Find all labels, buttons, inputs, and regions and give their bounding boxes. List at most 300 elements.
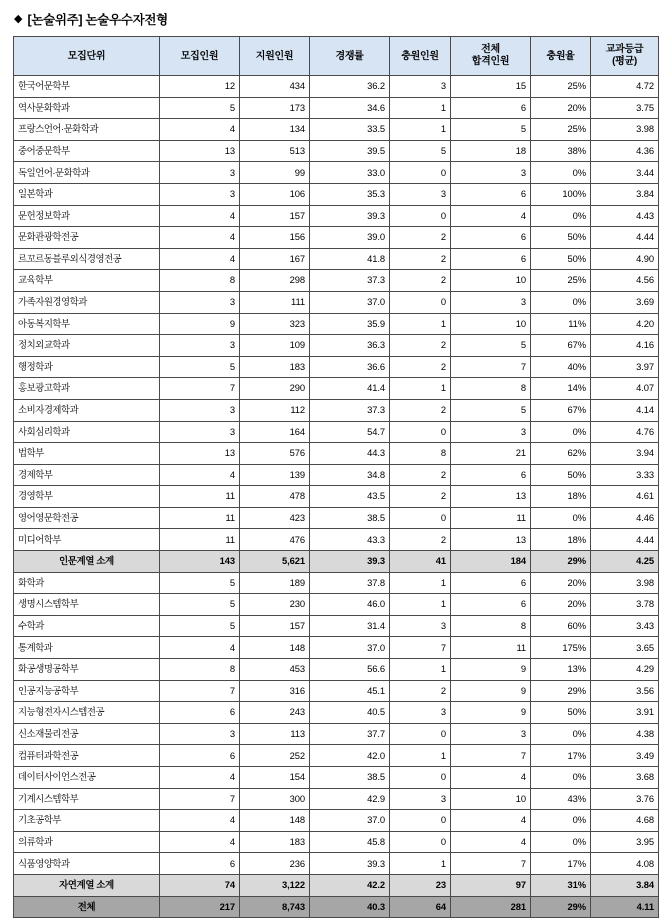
cell-competition: 36.2 (310, 76, 390, 98)
table-row (14, 615, 659, 637)
cell-applicants: 148 (240, 637, 310, 659)
cell-fill-count: 2 (390, 227, 451, 249)
cell-unit: 경영학부 (14, 486, 160, 508)
cell-fill-rate: 25% (531, 270, 591, 292)
table-row (14, 291, 659, 313)
cell-capacity: 3 (160, 723, 240, 745)
table-row (14, 767, 659, 789)
cell-fill-rate: 100% (531, 183, 591, 205)
cell-unit: 문화관광학전공 (14, 227, 160, 249)
cell-unit: 컴퓨터과학전공 (14, 745, 160, 767)
table-row (14, 378, 659, 400)
cell-applicants: 164 (240, 421, 310, 443)
cell-competition: 37.8 (310, 572, 390, 594)
cell-grade: 4.07 (591, 378, 659, 400)
cell-competition: 36.6 (310, 356, 390, 378)
cell-grade: 4.25 (591, 551, 659, 573)
cell-applicants: 513 (240, 140, 310, 162)
cell-competition: 42.0 (310, 745, 390, 767)
cell-fill-count: 41 (390, 551, 451, 573)
cell-competition: 39.5 (310, 140, 390, 162)
cell-unit: 기초공학부 (14, 810, 160, 832)
cell-grade: 3.44 (591, 162, 659, 184)
cell-applicants: 112 (240, 399, 310, 421)
table-row (14, 464, 659, 486)
cell-fill-count: 3 (390, 615, 451, 637)
cell-applicants: 453 (240, 659, 310, 681)
page-title (0, 0, 670, 36)
cell-fill-rate: 17% (531, 745, 591, 767)
cell-total-pass: 21 (451, 443, 531, 465)
column-header-unit: 모집단위 (14, 37, 160, 76)
cell-competition: 45.8 (310, 831, 390, 853)
table-row (14, 680, 659, 702)
cell-fill-count: 2 (390, 356, 451, 378)
cell-grade: 3.84 (591, 183, 659, 205)
table-row (14, 119, 659, 141)
cell-capacity: 3 (160, 399, 240, 421)
cell-unit: 한국어문학부 (14, 76, 160, 98)
cell-capacity: 6 (160, 853, 240, 875)
cell-fill-rate: 13% (531, 659, 591, 681)
cell-grade: 3.97 (591, 356, 659, 378)
cell-total-pass: 5 (451, 399, 531, 421)
cell-applicants: 189 (240, 572, 310, 594)
table-row (14, 356, 659, 378)
table-row (14, 572, 659, 594)
cell-grade: 4.43 (591, 205, 659, 227)
cell-fill-rate: 0% (531, 767, 591, 789)
cell-total-pass: 7 (451, 745, 531, 767)
cell-grade: 4.44 (591, 227, 659, 249)
cell-capacity: 4 (160, 205, 240, 227)
cell-competition: 36.3 (310, 335, 390, 357)
cell-fill-rate: 0% (531, 723, 591, 745)
cell-unit: 지능형전자시스템전공 (14, 702, 160, 724)
cell-fill-rate: 60% (531, 615, 591, 637)
cell-applicants: 157 (240, 615, 310, 637)
cell-capacity: 9 (160, 313, 240, 335)
cell-grade: 4.16 (591, 335, 659, 357)
column-header-fill-rate: 충원율 (531, 37, 591, 76)
cell-total-pass: 4 (451, 810, 531, 832)
cell-applicants: 3,122 (240, 874, 310, 896)
table-header (14, 37, 659, 76)
page-title-text: [논술위주] 논술우수자전형 (27, 13, 168, 27)
cell-applicants: 111 (240, 291, 310, 313)
cell-capacity: 143 (160, 551, 240, 573)
cell-unit: 화학과 (14, 572, 160, 594)
table-row (14, 723, 659, 745)
cell-fill-rate: 25% (531, 76, 591, 98)
table-row (14, 810, 659, 832)
cell-total-pass: 6 (451, 97, 531, 119)
cell-capacity: 11 (160, 529, 240, 551)
table-row (14, 399, 659, 421)
cell-fill-rate: 29% (531, 896, 591, 918)
cell-fill-count: 1 (390, 313, 451, 335)
cell-applicants: 423 (240, 507, 310, 529)
cell-fill-count: 0 (390, 205, 451, 227)
cell-grade: 3.91 (591, 702, 659, 724)
cell-fill-rate: 0% (531, 831, 591, 853)
cell-unit: 경제학부 (14, 464, 160, 486)
cell-fill-rate: 20% (531, 97, 591, 119)
cell-total-pass: 15 (451, 76, 531, 98)
cell-fill-count: 5 (390, 140, 451, 162)
table-row (14, 76, 659, 98)
cell-fill-rate: 0% (531, 810, 591, 832)
cell-total-pass: 10 (451, 313, 531, 335)
cell-unit: 미디어학부 (14, 529, 160, 551)
cell-fill-count: 1 (390, 572, 451, 594)
cell-total-pass: 5 (451, 335, 531, 357)
cell-unit: 르꼬르동블루외식경영전공 (14, 248, 160, 270)
cell-capacity: 3 (160, 421, 240, 443)
cell-capacity: 3 (160, 335, 240, 357)
cell-grade: 3.98 (591, 572, 659, 594)
cell-applicants: 5,621 (240, 551, 310, 573)
cell-capacity: 7 (160, 680, 240, 702)
cell-fill-rate: 50% (531, 227, 591, 249)
cell-competition: 35.3 (310, 183, 390, 205)
cell-unit: 프랑스언어·문화학과 (14, 119, 160, 141)
cell-fill-count: 2 (390, 399, 451, 421)
cell-total-pass: 9 (451, 659, 531, 681)
cell-unit: 가족자원경영학과 (14, 291, 160, 313)
cell-fill-count: 0 (390, 507, 451, 529)
cell-applicants: 8,743 (240, 896, 310, 918)
cell-competition: 31.4 (310, 615, 390, 637)
table-row (14, 443, 659, 465)
cell-total-pass: 9 (451, 680, 531, 702)
cell-total-pass: 4 (451, 831, 531, 853)
grade-line-2: (평균) (612, 56, 637, 67)
header-row (14, 37, 659, 76)
grade-line-1: 교과등급 (605, 43, 644, 55)
cell-fill-count: 1 (390, 119, 451, 141)
cell-fill-count: 0 (390, 767, 451, 789)
cell-fill-rate: 11% (531, 313, 591, 335)
admissions-table-container (0, 36, 670, 918)
column-header-grade (591, 37, 659, 76)
cell-fill-rate: 67% (531, 399, 591, 421)
cell-competition: 40.3 (310, 896, 390, 918)
cell-grade: 4.14 (591, 399, 659, 421)
cell-total-pass: 10 (451, 270, 531, 292)
cell-applicants: 476 (240, 529, 310, 551)
cell-applicants: 157 (240, 205, 310, 227)
cell-unit: 아동복지학부 (14, 313, 160, 335)
cell-fill-count: 8 (390, 443, 451, 465)
cell-grade: 4.61 (591, 486, 659, 508)
cell-fill-rate: 17% (531, 853, 591, 875)
cell-applicants: 156 (240, 227, 310, 249)
cell-competition: 54.7 (310, 421, 390, 443)
cell-total-pass: 5 (451, 119, 531, 141)
cell-fill-rate: 62% (531, 443, 591, 465)
table-body (14, 76, 659, 918)
cell-fill-count: 2 (390, 270, 451, 292)
cell-grade: 4.11 (591, 896, 659, 918)
cell-competition: 38.5 (310, 507, 390, 529)
cell-applicants: 183 (240, 831, 310, 853)
cell-applicants: 173 (240, 97, 310, 119)
cell-applicants: 298 (240, 270, 310, 292)
cell-fill-count: 0 (390, 291, 451, 313)
cell-capacity: 11 (160, 486, 240, 508)
cell-competition: 46.0 (310, 594, 390, 616)
cell-grade: 4.38 (591, 723, 659, 745)
cell-capacity: 8 (160, 270, 240, 292)
table-row (14, 248, 659, 270)
cell-capacity: 3 (160, 183, 240, 205)
cell-fill-count: 0 (390, 831, 451, 853)
cell-applicants: 139 (240, 464, 310, 486)
cell-fill-rate: 29% (531, 551, 591, 573)
cell-applicants: 148 (240, 810, 310, 832)
cell-capacity: 11 (160, 507, 240, 529)
table-row (14, 335, 659, 357)
subtotal-row (14, 874, 659, 896)
cell-applicants: 243 (240, 702, 310, 724)
cell-competition: 42.9 (310, 788, 390, 810)
table-row (14, 227, 659, 249)
cell-competition: 43.3 (310, 529, 390, 551)
cell-capacity: 5 (160, 97, 240, 119)
table-row (14, 162, 659, 184)
cell-applicants: 323 (240, 313, 310, 335)
cell-unit: 데이터사이언스전공 (14, 767, 160, 789)
cell-grade: 4.72 (591, 76, 659, 98)
cell-capacity: 74 (160, 874, 240, 896)
cell-total-pass: 13 (451, 529, 531, 551)
cell-grade: 3.94 (591, 443, 659, 465)
cell-competition: 38.5 (310, 767, 390, 789)
cell-applicants: 576 (240, 443, 310, 465)
cell-fill-rate: 0% (531, 291, 591, 313)
cell-fill-count: 2 (390, 486, 451, 508)
cell-applicants: 434 (240, 76, 310, 98)
cell-total-pass: 184 (451, 551, 531, 573)
cell-fill-count: 3 (390, 76, 451, 98)
cell-fill-rate: 18% (531, 529, 591, 551)
cell-applicants: 300 (240, 788, 310, 810)
cell-grade: 3.56 (591, 680, 659, 702)
cell-fill-rate: 20% (531, 594, 591, 616)
diamond-bullet-icon: ◆ (14, 12, 23, 25)
cell-fill-rate: 67% (531, 335, 591, 357)
cell-fill-count: 1 (390, 97, 451, 119)
cell-total-pass: 18 (451, 140, 531, 162)
total-pass-line-1: 전체 (481, 43, 500, 55)
cell-capacity: 4 (160, 637, 240, 659)
cell-total-pass: 4 (451, 205, 531, 227)
cell-fill-rate: 0% (531, 205, 591, 227)
cell-fill-rate: 31% (531, 874, 591, 896)
cell-total-pass: 11 (451, 507, 531, 529)
cell-unit: 화공생명공학부 (14, 659, 160, 681)
cell-grade: 4.46 (591, 507, 659, 529)
cell-applicants: 183 (240, 356, 310, 378)
cell-capacity: 8 (160, 659, 240, 681)
cell-capacity: 5 (160, 615, 240, 637)
cell-grade: 4.68 (591, 810, 659, 832)
cell-grade: 4.90 (591, 248, 659, 270)
cell-unit: 인문계열 소계 (14, 551, 160, 573)
cell-applicants: 113 (240, 723, 310, 745)
admissions-table (13, 36, 659, 918)
cell-total-pass: 281 (451, 896, 531, 918)
cell-grade: 3.76 (591, 788, 659, 810)
cell-fill-count: 1 (390, 659, 451, 681)
column-header-competition: 경쟁률 (310, 37, 390, 76)
cell-competition: 42.2 (310, 874, 390, 896)
cell-competition: 44.3 (310, 443, 390, 465)
table-row (14, 529, 659, 551)
table-row (14, 659, 659, 681)
table-row (14, 831, 659, 853)
cell-fill-count: 2 (390, 680, 451, 702)
cell-grade: 3.75 (591, 97, 659, 119)
cell-grade: 4.29 (591, 659, 659, 681)
cell-unit: 수학과 (14, 615, 160, 637)
cell-fill-rate: 38% (531, 140, 591, 162)
table-row (14, 313, 659, 335)
cell-competition: 39.0 (310, 227, 390, 249)
cell-applicants: 134 (240, 119, 310, 141)
cell-total-pass: 3 (451, 723, 531, 745)
cell-fill-rate: 50% (531, 702, 591, 724)
cell-fill-rate: 50% (531, 464, 591, 486)
cell-fill-count: 2 (390, 529, 451, 551)
cell-unit: 중어중문학부 (14, 140, 160, 162)
cell-applicants: 236 (240, 853, 310, 875)
cell-fill-rate: 0% (531, 507, 591, 529)
column-header-total-pass (451, 37, 531, 76)
cell-fill-count: 7 (390, 637, 451, 659)
cell-unit: 영어영문학전공 (14, 507, 160, 529)
cell-fill-count: 64 (390, 896, 451, 918)
cell-competition: 45.1 (310, 680, 390, 702)
cell-capacity: 5 (160, 356, 240, 378)
cell-grade: 3.95 (591, 831, 659, 853)
cell-fill-count: 0 (390, 162, 451, 184)
cell-applicants: 252 (240, 745, 310, 767)
cell-unit: 문헌정보학과 (14, 205, 160, 227)
cell-total-pass: 6 (451, 572, 531, 594)
table-row (14, 637, 659, 659)
cell-applicants: 316 (240, 680, 310, 702)
cell-applicants: 167 (240, 248, 310, 270)
cell-capacity: 3 (160, 162, 240, 184)
cell-total-pass: 10 (451, 788, 531, 810)
cell-total-pass: 97 (451, 874, 531, 896)
cell-capacity: 5 (160, 572, 240, 594)
cell-capacity: 4 (160, 119, 240, 141)
cell-capacity: 13 (160, 443, 240, 465)
cell-fill-count: 1 (390, 853, 451, 875)
cell-total-pass: 7 (451, 356, 531, 378)
cell-unit: 일본학과 (14, 183, 160, 205)
column-header-fill-count: 충원인원 (390, 37, 451, 76)
cell-applicants: 290 (240, 378, 310, 400)
cell-capacity: 3 (160, 291, 240, 313)
cell-capacity: 6 (160, 745, 240, 767)
cell-total-pass: 3 (451, 162, 531, 184)
cell-capacity: 4 (160, 810, 240, 832)
cell-competition: 37.3 (310, 399, 390, 421)
cell-unit: 전체 (14, 896, 160, 918)
cell-fill-rate: 0% (531, 421, 591, 443)
cell-fill-rate: 25% (531, 119, 591, 141)
cell-grade: 3.78 (591, 594, 659, 616)
column-header-capacity: 모집인원 (160, 37, 240, 76)
cell-competition: 37.7 (310, 723, 390, 745)
table-row (14, 594, 659, 616)
cell-unit: 행정학과 (14, 356, 160, 378)
cell-fill-count: 2 (390, 464, 451, 486)
cell-competition: 41.8 (310, 248, 390, 270)
cell-total-pass: 6 (451, 248, 531, 270)
cell-fill-count: 3 (390, 702, 451, 724)
cell-fill-rate: 20% (531, 572, 591, 594)
cell-fill-rate: 40% (531, 356, 591, 378)
cell-unit: 의류학과 (14, 831, 160, 853)
cell-total-pass: 6 (451, 464, 531, 486)
table-row (14, 205, 659, 227)
cell-grade: 4.56 (591, 270, 659, 292)
cell-capacity: 6 (160, 702, 240, 724)
cell-unit: 역사문화학과 (14, 97, 160, 119)
cell-fill-count: 23 (390, 874, 451, 896)
table-row (14, 183, 659, 205)
cell-competition: 35.9 (310, 313, 390, 335)
cell-grade: 4.08 (591, 853, 659, 875)
cell-competition: 43.5 (310, 486, 390, 508)
cell-unit: 자연계열 소계 (14, 874, 160, 896)
cell-unit: 홍보광고학과 (14, 378, 160, 400)
cell-competition: 34.6 (310, 97, 390, 119)
cell-fill-count: 1 (390, 378, 451, 400)
cell-capacity: 12 (160, 76, 240, 98)
cell-grade: 3.33 (591, 464, 659, 486)
table-row (14, 97, 659, 119)
table-row (14, 507, 659, 529)
cell-competition: 37.0 (310, 810, 390, 832)
cell-competition: 33.0 (310, 162, 390, 184)
cell-competition: 56.6 (310, 659, 390, 681)
cell-grade: 3.43 (591, 615, 659, 637)
cell-capacity: 4 (160, 767, 240, 789)
cell-capacity: 4 (160, 831, 240, 853)
cell-competition: 39.3 (310, 205, 390, 227)
total-pass-line-2: 합격인원 (471, 56, 510, 67)
cell-unit: 인공지능공학부 (14, 680, 160, 702)
cell-fill-count: 0 (390, 810, 451, 832)
cell-total-pass: 8 (451, 378, 531, 400)
cell-fill-count: 2 (390, 335, 451, 357)
cell-competition: 37.3 (310, 270, 390, 292)
cell-competition: 39.3 (310, 853, 390, 875)
cell-applicants: 154 (240, 767, 310, 789)
cell-unit: 교육학부 (14, 270, 160, 292)
cell-total-pass: 4 (451, 767, 531, 789)
cell-grade: 3.49 (591, 745, 659, 767)
cell-grade: 4.36 (591, 140, 659, 162)
cell-applicants: 106 (240, 183, 310, 205)
cell-capacity: 4 (160, 248, 240, 270)
